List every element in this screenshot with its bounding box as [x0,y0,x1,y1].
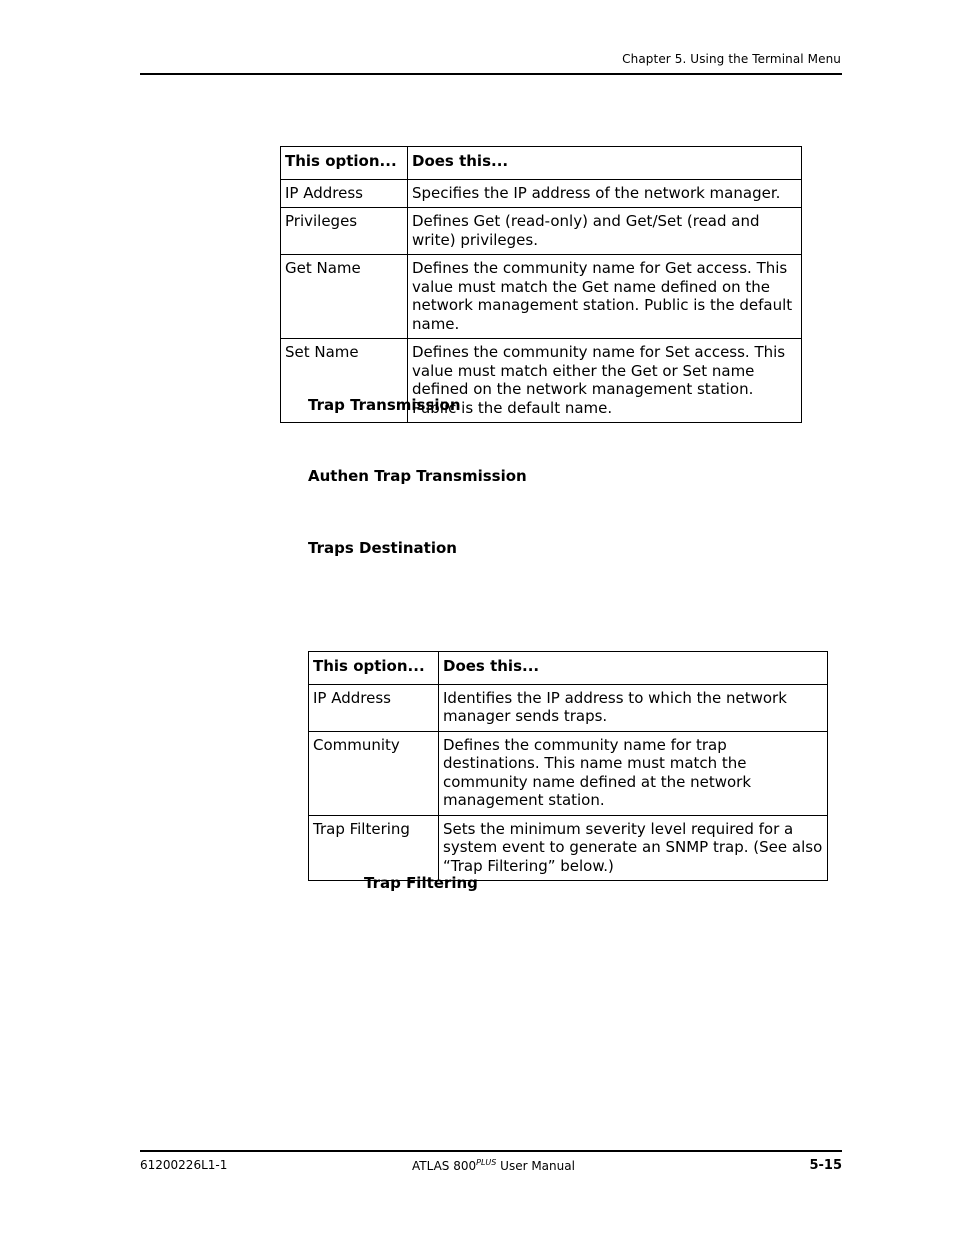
column-header-option: This option... [281,147,408,180]
table-row [309,815,828,881]
table-header-row [281,147,802,180]
description-cell: Defines the community name for Set access. This value must match either the Get or Set name defined on the network management station. Public is the default name. [408,339,802,423]
table-row [281,208,802,255]
traps-destination-options-table [308,651,828,881]
footer-rule [140,1150,842,1152]
column-header-description: Does this... [408,147,802,180]
column-header-option: This option... [309,652,439,685]
table-header-row [309,652,828,685]
option-cell: Privileges [281,208,408,255]
option-cell: Get Name [281,255,408,339]
column-header-description: Does this... [439,652,828,685]
heading-trap-filtering: Trap Filtering [364,874,478,892]
option-cell: IP Address [281,179,408,208]
header-rule [140,73,842,75]
table-row [309,684,828,731]
table-row [309,731,828,815]
document-number: 61200226L1-1 [140,1158,228,1172]
description-cell: Sets the minimum severity level required for a system event to generate an SNMP trap. (See also “Trap Filtering” below.) [439,815,828,881]
page-number: 5-15 [809,1158,842,1173]
table-row [281,255,802,339]
heading-trap-transmission: Trap Transmission [308,396,461,414]
description-cell: Identifies the IP address to which the network manager sends traps. [439,684,828,731]
table-row [281,179,802,208]
product-superscript: PLUS [476,1158,497,1167]
description-cell: Specifies the IP address of the network manager. [408,179,802,208]
description-cell: Defines the community name for Get access. This value must match the Get name defined on the network management station. Public is the default name. [408,255,802,339]
manual-title [412,1158,575,1173]
chapter-header: Chapter 5. Using the Terminal Menu [622,52,841,66]
description-cell: Defines the community name for trap destinations. This name must match the community name defined at the network management station. [439,731,828,815]
manual-label: User Manual [496,1159,575,1173]
product-name: ATLAS 800 [412,1159,477,1173]
option-cell: Community [309,731,439,815]
description-cell: Defines Get (read-only) and Get/Set (read and write) privileges. [408,208,802,255]
option-cell: IP Address [309,684,439,731]
option-cell: Set Name [281,339,408,423]
heading-authen-trap-transmission: Authen Trap Transmission [308,467,527,485]
option-cell: Trap Filtering [309,815,439,881]
snmp-manager-options-table [280,146,802,423]
heading-traps-destination: Traps Destination [308,539,457,557]
